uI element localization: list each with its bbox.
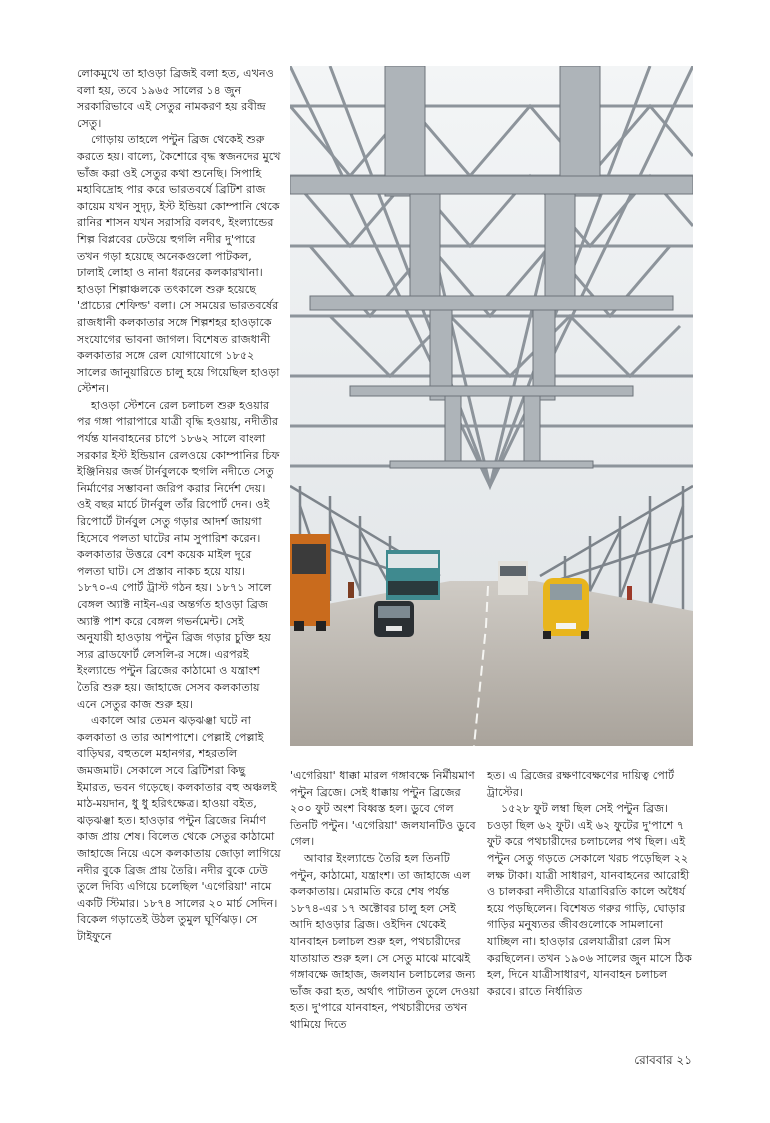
car-dark xyxy=(374,601,414,637)
road xyxy=(290,581,693,746)
paragraph: আবার ইংল্যান্ডে তৈরি হল তিনটি পন্টুন, কাঠামো, যন্ত্রাংশ। তা জাহাজে এল কলকাতায়। মেরামতি করে শেষ পর্যন্ত ১৮৭৪-এর ১৭ অক্টোবর চালু হল সেই আদি হাওড়ার ব্রিজ। ওইদিন থেকেই যানবাহন চলাচল শুরু হল, পথচারীদের যাতায়াত শুরু হল। সে সেতু মাঝে মাঝেই গঙ্গাবক্ষে জাহাজ, জলযান চলাচলের জন্য ভাঁজ করা হত, অর্থাৎ পাটাতন তুলে দেওয়া হত। দু'পারে যানবাহন, পথচারীদের তখন থামিয়ে দিতে xyxy=(290,851,480,1031)
article-column-middle xyxy=(290,768,480,1034)
paragraph: গোড়ায় তাহলে পন্টুন ব্রিজ থেকেই শুরু করতে হয়। বাল্যে, কৈশোরে বৃদ্ধ স্বজনদের মুখে ভাঁজ করা ওই সেতুর কথা শুনেছি। সিপাহি মহাবিদ্রোহ পার করে ভারতবর্ষে ব্রিটিশ রাজ কায়েম যখন সুদৃঢ়, ইস্ট ইন্ডিয়া কোম্পানি থেকে রানির শাসন যখন সরাসরি বলবৎ, ইংল্যান্ডের শিল্প বিপ্লবের ঢেউয়ে হুগলি নদীর দু'পারে তখন গড়া হয়েছে অনেকগুলো পাটকল, ঢালাই লোহা ও নানা ধরনের কলকারখানা। হাওড়া শিল্পাঞ্চলকে তৎকালে শুরু হয়েছে 'প্রাচ্যের শেফিল্ড' বলা। সে সময়ের ভারতবর্ষের রাজধানী কলকাতার সঙ্গে শিল্পশহর হাওড়াকে সংযোগের ভাবনা জাগল। বিশেষত রাজধানী কলকাতার সঙ্গে রেল যোগাযোগে ১৮৫২ সালের জানুয়ারিতে চালু হয়ে গিয়েছিল হাওড়া স্টেশন। xyxy=(77,133,281,396)
paragraph: লোকমুখে তা হাওড়া ব্রিজই বলা হত, এখনও বলা হয়, তবে ১৯৬৫ সালের ১৪ জুন সরকারিভাবে এই সেতুর নামকরণ হয় রবীন্দ্র সেতু। xyxy=(77,67,274,130)
paragraph: হাওড়া স্টেশনে রেল চলাচল শুরু হওয়ার পর গঙ্গা পারাপারে যাত্রী বৃদ্ধি হওয়ায়, নদীতীর পর্যন্ত যানবাহনের চাপে ১৮৬২ সালে বাংলা সরকার ইস্ট ইন্ডিয়ান রেলওয়ে কোম্পানির চিফ ইঞ্জিনিয়র জর্জ টার্নবুলকে হুগলি নদীতে সেতু নির্মাণের সম্ভাবনা জরিপ করার নির্দেশ দেয়। ওই বছর মার্চে টার্নবুল তাঁর রিপোর্ট দেন। ওই রিপোর্টে টার্নবুল সেতু গড়ার আদর্শ জায়গা হিসেবে পলতা ঘাটের নাম সুপারিশ করেন। কলকাতার উত্তরে বেশ কয়েক মাইল দূরে পলতা ঘাট। সে প্রস্তাব নাকচ হয়ে যায়। ১৮৭০-এ পোর্ট ট্রাস্ট গঠন হয়। ১৮৭১ সালে বেঙ্গল অ্যাক্ট নাইন-এর অন্তর্গত হাওড়া ব্রিজ অ্যাক্ট পাশ করে বেঙ্গল গভর্নমেন্ট। সেই অনুযায়ী হাওড়ায় পন্টুন ব্রিজ গড়ার চুক্তি হয় স্যর ব্রাডফোর্ট লেসলি-র সঙ্গে। এরপরই ইংল্যান্ডে পন্টুন ব্রিজের কাঠামো ও যন্ত্রাংশ তৈরি শুরু হয়। জাহাজে সেসব কলকাতায় এনে সেতুর কাজ শুরু হয়। xyxy=(77,398,280,711)
truck-white xyxy=(498,561,528,595)
yellow-taxi xyxy=(543,578,589,639)
paragraph: 'এগেরিয়া' ধাক্কা মারল গঙ্গাবক্ষে নির্মীয়মাণ পন্টুন ব্রিজে। সেই ধাক্কায় পন্টুন ব্রিজের ২০০ ফুট অংশ বিধ্বস্ত হল। ডুবে গেল তিনটি পন্টুন। 'এগেরিয়া' জলযানটিও ডুবে গেল। xyxy=(290,769,476,849)
bus-left xyxy=(290,534,330,631)
paragraph: ১৫২৮ ফুট লম্বা ছিল সেই পন্টুন ব্রিজ। চওড়া ছিল ৬২ ফুট। এই ৬২ ফুটের দু'পাশে ৭ ফুট করে পথচারীদের চলাচলের পথ ছিল। এই পন্টুন সেতু গড়তে সেকালে খরচ পড়েছিল ২২ লক্ষ টাকা। যাত্রী সাধারণ, যানবাহনের আরোহী ও চালকরা নদীতীরে যাত্রাবিরতি কালে অধৈর্য হয়ে পড়ছিলেন। বিশেষত গরুর গাড়ি, ঘোড়ার গাড়ির মনুষ্যতর জীবগুলোকে সামলানো যাচ্ছিল না। হাওড়ার রেলযাত্রীরা রেল মিস করছিলেন। তখন ১৯০৬ সালের জুন মাসে ঠিক হল, দিনে যাত্রীসাধারণ, যানবাহন চলাচল করবে। রাতে নির্ধারিত xyxy=(487,802,692,998)
article-column-right xyxy=(487,768,693,1000)
paragraph: একালে আর তেমন ঝড়ঝঞ্ঝা ঘটে না কলকাতা ও তার আশপাশে। পেল্লাই পেল্লাই বাড়িঘর, বহুতলে মহানগর, শহরতলি জমজমাট। সেকালে সবে ব্রিটিশরা কিছু ইমারত, ভবন গড়েছে। কলকাতার বহু অঞ্চলই মাঠ-ময়দান, ধু ধু হরিৎক্ষেত্র। হাওয়া বইত, ঝড়ঝঞ্ঝা হত। হাওড়ার পন্টুন ব্রিজের নির্মাণ কাজ প্রায় শেষ। বিলেত থেকে সেতুর কাঠামো জাহাজে নিয়ে এসে কলকাতায় জোড়া লাগিয়ে নদীর বুকে ব্রিজ প্রায় তৈরি। নদীর বুকে ঢেউ তুলে দিব্যি এগিয়ে চলেছিল 'এগেরিয়া' নামে একটি স্টিমার। ১৮৭৪ সালের ২০ মার্চ সেদিন। বিকেল গড়াতেই উঠল তুমুল ঘূর্ণিঝড়। সে টাইফুনে xyxy=(77,714,281,943)
paragraph: হত। এ ব্রিজের রক্ষণাবেক্ষণের দায়িত্ব পোর্ট ট্রাস্টের। xyxy=(487,769,675,799)
article-column-left xyxy=(77,66,281,945)
page-footer: রোববার ২১ xyxy=(634,1053,692,1067)
howrah-bridge-photo xyxy=(290,66,693,746)
bus-middle xyxy=(386,550,440,600)
